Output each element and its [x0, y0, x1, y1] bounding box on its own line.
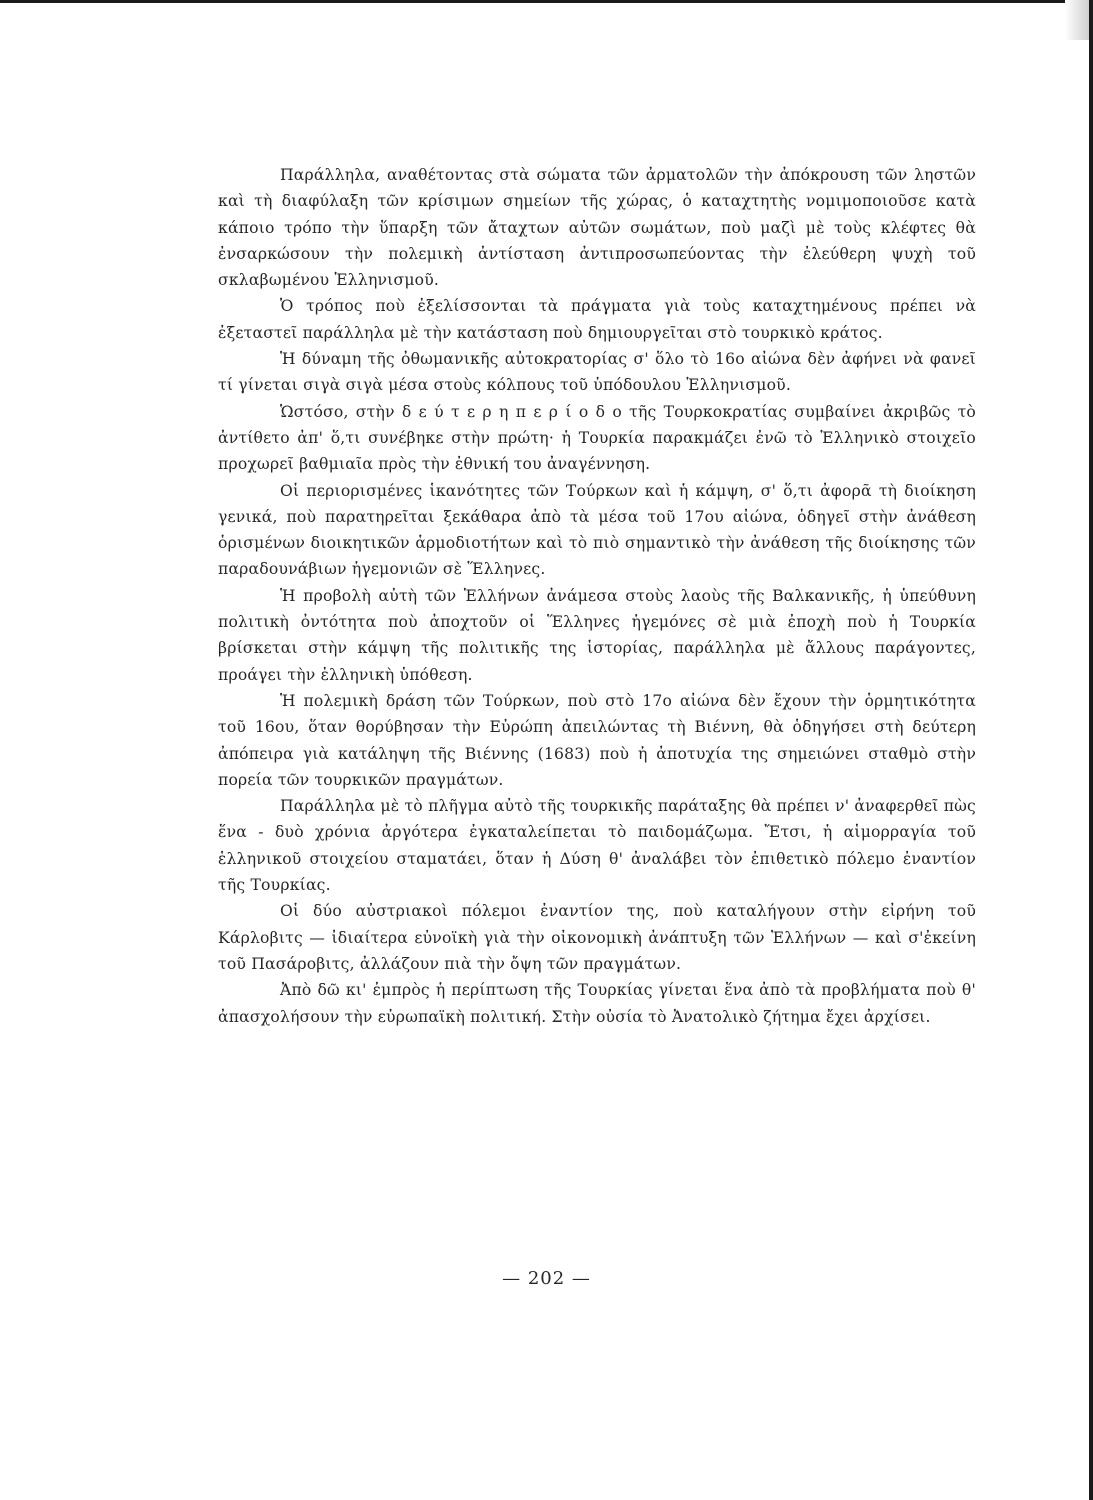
scan-edge-top [0, 0, 1093, 3]
paragraph: Ὁ τρόπος ποὺ ἐξελίσσονται τὰ πράγματα γιὰ τοὺς καταχτημένους πρέπει νὰ ἐξεταστεῖ παράλληλα μὲ τὴν κατάσταση ποὺ δημιουργεῖται στὸ τουρκικὸ κράτος. [218, 297, 976, 342]
paragraph: Οἱ περιορισμένες ἱκανότητες τῶν Τούρκων καὶ ἡ κάμψη, σ' ὅ,τι ἀφορᾶ τὴ διοίκηση γενικά, ποὺ παρατηρεῖται ξεκάθαρα ἀπὸ τὰ μέσα τοῦ 17ου αἰώνα, ὁδηγεῖ στὴν ἀνάθεση ὁρισμένων διοικητικῶν ἁρμοδιοτήτων καὶ τὸ πιὸ σημαντικὸ τὴν ἀνάθεση τῆς διοίκησης τῶν παραδουνάβιων ἡγεμονιῶν σὲ Ἕλληνες. [218, 481, 976, 579]
paragraph: Οἱ δύο αὐστριακοὶ πόλεμοι ἐναντίον της, ποὺ καταλήγουν στὴν εἰρήνη τοῦ Κάρλοβιτς — ἰδιαίτερα εὐνοϊκὴ γιὰ τὴν οἰκονομικὴ ἀνάπτυξη τῶν Ἑλλήνων — καὶ σ'ἐκείνη τοῦ Πασάροβιτς, ἀλλάζουν πιὰ τὴν ὄψη τῶν πραγμάτων. [218, 902, 976, 973]
paragraph: Ἡ πολεμικὴ δράση τῶν Τούρκων, ποὺ στὸ 17ο αἰώνα δὲν ἔχουν τὴν ὁρμητικότητα τοῦ 16ου, ὅταν θορύβησαν τὴν Εὐρώπη ἀπειλώντας τὴ Βιέννη, θὰ ὁδηγήσει στὴ δεύτερη ἀπόπειρα γιὰ κατάληψη τῆς Βιέννης (1683) ποὺ ἡ ἀποτυχία της σημειώνει σταθμὸ στὴν πορεία τῶν τουρκικῶν πραγμάτων. [218, 691, 976, 789]
paragraph: Ἡ προβολὴ αὐτὴ τῶν Ἑλλήνων ἀνάμεσα στοὺς λαοὺς τῆς Βαλκανικῆς, ἡ ὑπεύθυνη πολιτικὴ ὀντότητα ποὺ ἀποχτοῦν οἱ Ἕλληνες ἡγεμόνες σὲ μιὰ ἐποχὴ ποὺ ἡ Τουρκία βρίσκεται στὴν κάμψη τῆς πολιτικῆς της ἱστορίας, παράλληλα μὲ ἄλλους παράγοντες, προάγει τὴν ἑλληνικὴ ὑπόθεση. [218, 586, 976, 684]
paragraph: Ἡ δύναμη τῆς ὀθωμανικῆς αὐτοκρατορίας σ' ὅλο τὸ 16ο αἰώνα δὲν ἀφήνει νὰ φανεῖ τί γίνεται σιγὰ σιγὰ μέσα στοὺς κόλπους τοῦ ὑπόδουλου Ἑλληνισμοῦ. [218, 350, 976, 395]
paragraph: Ὡστόσο, στὴν δ ε ύ τ ε ρ η π ε ρ ί ο δ ο τῆς Τουρκοκρατίας συμβαίνει ἀκριβῶς τὸ ἀντίθετο ἀπ' ὅ,τι συνέβηκε στὴν πρώτη· ἡ Τουρκία παρακμάζει ἐνῶ τὸ Ἑλληνικὸ στοιχεῖο προχωρεῖ βαθμιαῖα πρὸς τὴν ἐθνική του ἀναγέννηση. [218, 402, 976, 474]
scan-corner-shadow [1065, 0, 1089, 40]
paragraph: Ἀπὸ δῶ κι' ἐμπρὸς ἡ περίπτωση τῆς Τουρκίας γίνεται ἕνα ἀπὸ τὰ προβλήματα ποὺ θ' ἀπασχολήσουν τὴν εὐρωπαϊκὴ πολιτική. Στὴν οὐσία τὸ Ἀνατολικὸ ζήτημα ἔχει ἀρχίσει. [218, 981, 976, 1026]
paragraph: Παράλληλα, αναθέτοντας στὰ σώματα τῶν ἀρματολῶν τὴν ἀπόκρουση τῶν ληστῶν καὶ τὴ διαφύλαξη τῶν κρίσιμων σημείων τῆς χώρας, ὁ καταχτητὴς νομιμοποιοῦσε κατὰ κάποιο τρόπο τὴν ὕπαρξη τῶν ἄταχτων αὐτῶν σωμάτων, ποὺ μαζὶ μὲ τοὺς κλέφτες θὰ ἐνσαρκώσουν τὴν πολεμικὴ ἀντίσταση ἀντιπροσωπεύοντας τὴν ἐλεύθερη ψυχὴ τοῦ σκλαβωμένου Ἑλληνισμοῦ. [218, 166, 976, 290]
body-text [218, 162, 976, 1030]
paragraph: Παράλληλα μὲ τὸ πλῆγμα αὐτὸ τῆς τουρκικῆς παράταξης θὰ πρέπει ν' ἀναφερθεῖ πὼς ἕνα - δυὸ χρόνια ἀργότερα ἐγκαταλείπεται τὸ παιδομάζωμα. Ἔτσι, ἡ αἱμορραγία τοῦ ἑλληνικοῦ στοιχείου σταματάει, ὅταν ἡ Δύση θ' ἀναλάβει τὸν ἐπιθετικὸ πόλεμο ἐναντίον τῆς Τουρκίας. [218, 797, 976, 895]
page-number: — 202 — [502, 1268, 591, 1289]
